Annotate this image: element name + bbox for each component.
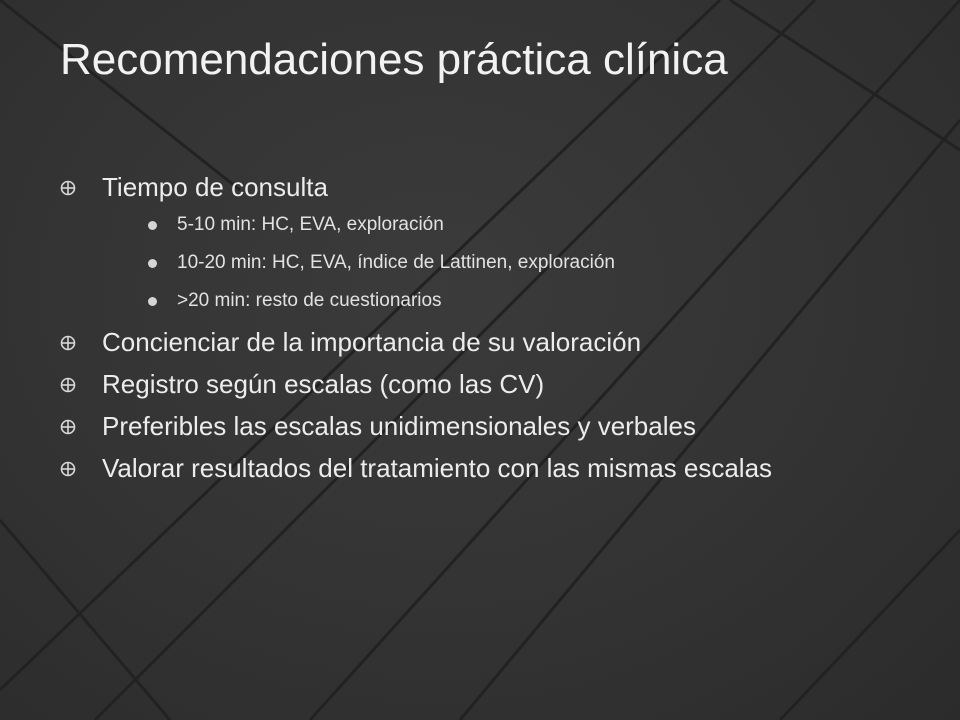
sub-list-item-text: 5-10 min: HC, EVA, exploración (177, 214, 444, 235)
sub-list-item (102, 289, 850, 313)
bullet-list (60, 172, 850, 484)
list-item-text: Preferibles las escalas unidimensionales y verbales (102, 411, 696, 441)
list-item (60, 172, 850, 313)
sub-list-item-text: >20 min: resto de cuestionarios (177, 290, 442, 311)
slide-title: Recomendaciones práctica clínica (60, 35, 728, 84)
list-item-text: Valorar resultados del tratamiento con las mismas escalas (102, 453, 773, 483)
list-item-text: Concienciar de la importancia de su valoración (102, 327, 642, 357)
sub-list (102, 213, 850, 313)
decor-line (0, 0, 240, 190)
crosshair-circle-icon (60, 335, 76, 351)
list-item (60, 369, 850, 400)
list-item (60, 327, 850, 358)
crosshair-circle-icon (60, 461, 76, 477)
crosshair-circle-icon (60, 419, 76, 435)
list-item (60, 411, 850, 442)
filled-dot-icon (148, 221, 157, 230)
filled-dot-icon (148, 297, 157, 306)
crosshair-circle-icon (60, 180, 76, 196)
sub-list-item-text: 10-20 min: HC, EVA, índice de Lattinen, exploración (177, 252, 615, 273)
list-item-text: Registro según escalas (como las CV) (102, 369, 545, 399)
list-item-text: Tiempo de consulta (102, 172, 328, 202)
filled-dot-icon (148, 259, 157, 268)
slide-content (60, 172, 850, 495)
sub-list-item (102, 251, 850, 275)
sub-list-item (102, 213, 850, 237)
decor-line (780, 530, 960, 720)
crosshair-circle-icon (60, 377, 76, 393)
list-item (60, 453, 850, 484)
